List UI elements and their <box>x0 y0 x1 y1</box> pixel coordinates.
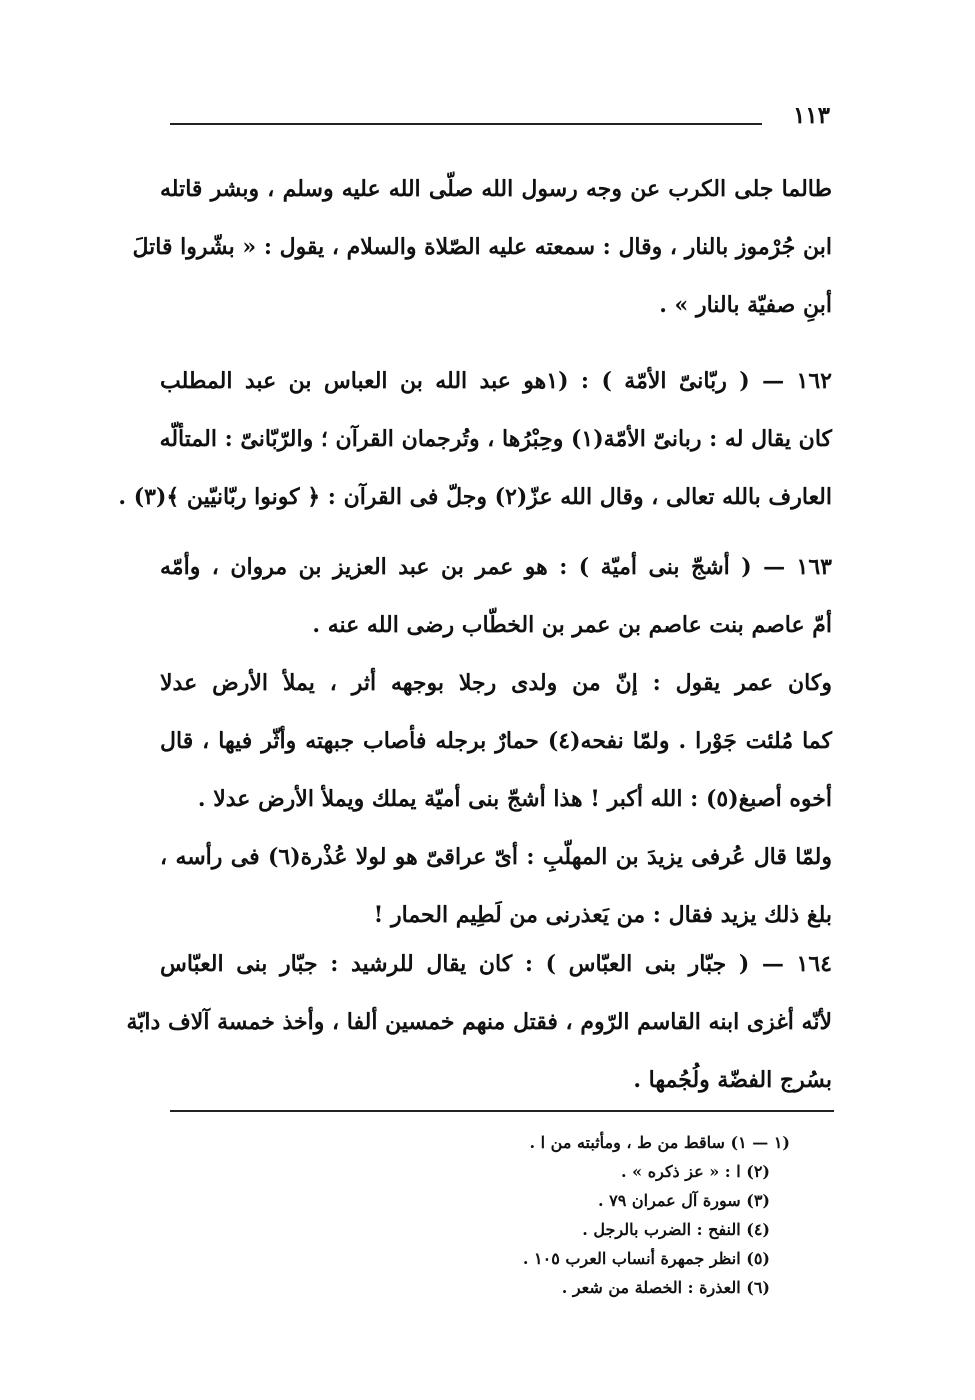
footnote: (٢) ا : « عز ذكره » . <box>621 1162 770 1181</box>
text-line: أبنِ صفيّة بالنار » . <box>659 292 832 318</box>
footnote: (٦) العذرة : الخصلة من شعر . <box>561 1278 770 1297</box>
entry-heading-line: ١٦٤ — ( جبّار بنى العبّاس ) : كان يقال للرشيد : جبّار بنى العبّاس <box>160 951 832 977</box>
footnote: (١ — ١) ساقط من ط ، ومأثبته من ا . <box>529 1133 790 1152</box>
entry-162 <box>118 352 832 526</box>
footnote-rule <box>170 1110 834 1112</box>
text-line: بسُرج الفضّة ولُجُمها . <box>633 1067 832 1093</box>
footnote: (٣) سورة آل عمران ٧٩ . <box>597 1191 770 1210</box>
header-rule <box>170 123 762 125</box>
entry-164 <box>126 935 832 1109</box>
paragraph-continuation <box>132 160 832 334</box>
entry-heading-line: ١٦٢ — ( ربّانىّ الأمّة ) : (١هو عبد الله بن العباس بن عبد المطلب <box>160 368 832 394</box>
footnote: (٤) النفح : الضرب بالرجل . <box>582 1220 770 1239</box>
text-line: كان يقال له : ربانىّ الأمّة(١) وحِبْرُها ، وتُرجمان القرآن ؛ والرّبّانىّ : المتألّه <box>159 426 832 452</box>
entry-163 <box>160 538 832 944</box>
text-line: أخوه أصبغ(٥) : الله أكبر ! هذا أشجّ بنى أميّة يملك ويملأ الأرض عدلا . <box>197 786 832 812</box>
entry-heading-line: ١٦٣ — ( أشجّ بنى أميّة ) : هو عمر بن عبد العزيز بن مروان ، وأمّه <box>160 554 832 580</box>
page-header <box>170 102 830 134</box>
page-number: ١١٣ <box>792 102 830 129</box>
footnote: (٥) انظر جمهرة أنساب العرب ١٠٥ . <box>522 1249 770 1268</box>
footnotes <box>430 1128 790 1302</box>
text-line: وكان عمر يقول : إنّ من ولدى رجلا بوجهه أثر ، يملأ الأرض عدلا <box>160 670 832 696</box>
text-line: كما مُلئت جَوْرا . ولمّا نفحه(٤) حمارٌ برجله فأصاب جبهته وأثّر فيها ، قال <box>160 728 832 754</box>
text-line: طالما جلى الكرب عن وجه رسول الله صلّى الله عليه وسلم ، وبشر قاتله <box>160 176 832 202</box>
text-line: أمّ عاصم بنت عاصم بن عمر بن الخطّاب رضى الله عنه . <box>312 612 832 638</box>
text-line: ابن جُرْموز بالنار ، وقال : سمعته عليه الصّلاة والسلام ، يقول : « بشّروا قاتلَ <box>132 234 832 260</box>
text-line: العارف بالله تعالى ، وقال الله عزّ(٢) وجلّ فى القرآن : ﴿ كونوا ربّانيّين ﴾(٣) . <box>118 484 832 510</box>
text-line: بلغ ذلك يزيد فقال : من يَعذرنى من لَطِيم الحمار ! <box>373 902 832 928</box>
text-line: ولمّا قال عُرفى يزيدَ بن المهلّبِ : أىّ عراقىّ هو لولا عُذْرة(٦) فى رأسه ، <box>160 844 833 870</box>
text-line: لأنّه أغزى ابنه القاسم الرّوم ، فقتل منهم خمسين ألفا ، وأخذ خمسة آلاف دابّة <box>126 1009 832 1035</box>
